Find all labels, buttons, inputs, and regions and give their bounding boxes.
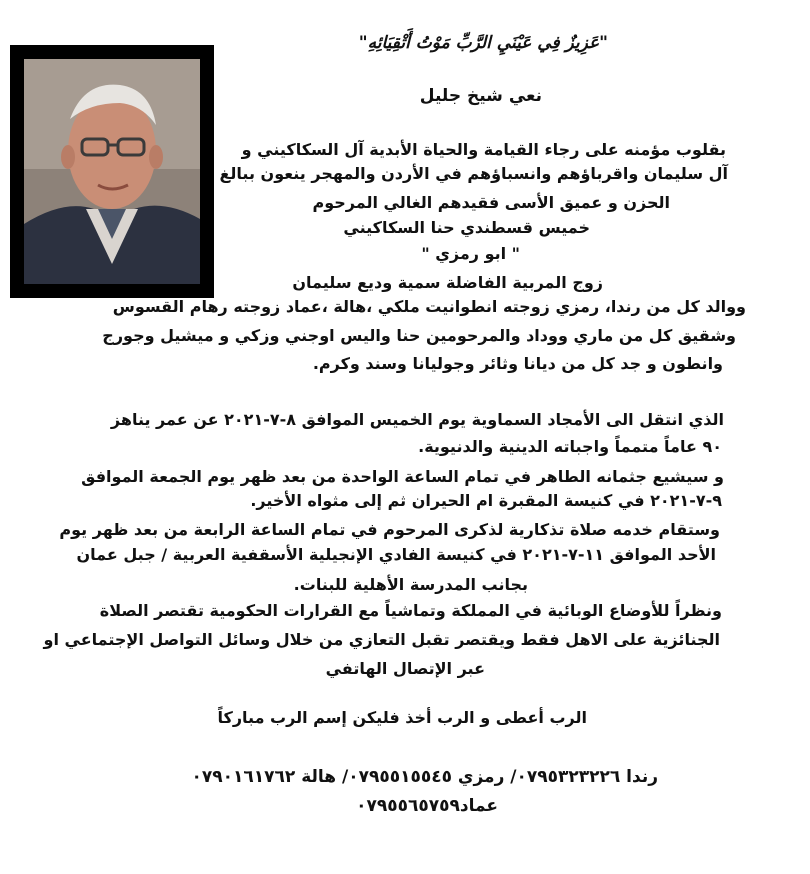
memorial-line: الأحد الموافق ١١-٧-٢٠٢١ في كنيسة الفادي الإنجيلية الأسقفية العربية / جبل عمان bbox=[76, 545, 716, 564]
portrait-photo bbox=[24, 59, 200, 284]
covid-notice-line: الجنائزية على الاهل فقط ويقتصر تقبل التعازي من خلال وسائل التواصل الإجتماعي او bbox=[43, 630, 720, 649]
announcement-line: الحزن و عميق الأسى فقيدهم الغالي المرحوم bbox=[312, 193, 670, 212]
announcement-line: وانطون و جد كل من ديانا وثائر وجوليانا وسند وكرم. bbox=[312, 354, 723, 373]
announcement-line: آل سليمان واقرباؤهم وانسباؤهم في الأردن والمهجر ينعون ببالغ bbox=[219, 164, 728, 183]
funeral-line: ٩-٧-٢٠٢١ في كنيسة المقبرة ام الحيران ثم إلى مثواه الأخير. bbox=[250, 491, 722, 510]
announcement-line: بقلوب مؤمنه على رجاء القيامة والحياة الأبدية آل السكاكيني و bbox=[241, 140, 726, 159]
announcement-line: زوج المربية الفاضلة سمية وديع سليمان bbox=[292, 273, 603, 292]
announcement-line: ووالد كل من رندا، رمزي زوجته انطوانيت ملكي ،هالة ،عماد زوجته رهام القسوس bbox=[112, 297, 746, 316]
deceased-name: خميس قسطندي حنا السكاكيني bbox=[343, 218, 590, 237]
covid-notice-line: ونظراً للأوضاع الوبائية في المملكة وتماشياً مع القرارات الحكومية تقتصر الصلاة bbox=[99, 601, 722, 620]
contact-numbers: رندا ٠٧٩٥٣٢٣٢٢٦/ رمزي ٠٧٩٥٥١٥٥٤٥/ هالة ٠٧٩٠١٦١٧٦٢ bbox=[191, 767, 658, 787]
announcement-line: وشقيق كل من ماري ووداد والمرحومين حنا واليس اوجني وزكي و ميشيل وجورج bbox=[102, 326, 736, 345]
covid-notice-line: عبر الإتصال الهاتفي bbox=[325, 659, 485, 678]
funeral-line: و سيشيع جثمانه الطاهر في تمام الساعة الواحدة من بعد ظهر يوم الجمعة الموافق bbox=[81, 467, 724, 486]
contact-number-imad: عماد٠٧٩٥٥٦٥٧٥٩ bbox=[356, 796, 498, 816]
passing-line: ٩٠ عاماً متمماً واجباته الدينية والدنيوية. bbox=[418, 437, 722, 456]
passing-line: الذي انتقل الى الأمجاد السماوية يوم الخميس الموافق ٨-٧-٢٠٢١ عن عمر يناهز bbox=[110, 410, 724, 429]
portrait-illustration bbox=[24, 59, 200, 284]
closing-prayer: الرب أعطى و الرب أخذ فليكن إسم الرب مباركاً bbox=[217, 708, 587, 727]
memorial-line: وستقام خدمه صلاة تذكارية لذكرى المرحوم في تمام الساعة الرابعة من بعد ظهر يوم bbox=[59, 520, 720, 539]
memorial-line: بجانب المدرسة الأهلية للبنات. bbox=[293, 575, 528, 594]
bible-verse: "عَزِيزٌ فِي عَيْنَيِ الرَّبِّ مَوْتُ أَتْقِيَائِهِ" bbox=[358, 33, 608, 53]
page-title: نعي شيخ جليل bbox=[419, 86, 542, 106]
deceased-nickname: " ابو رمزي " bbox=[421, 244, 520, 263]
portrait-frame bbox=[10, 45, 214, 298]
